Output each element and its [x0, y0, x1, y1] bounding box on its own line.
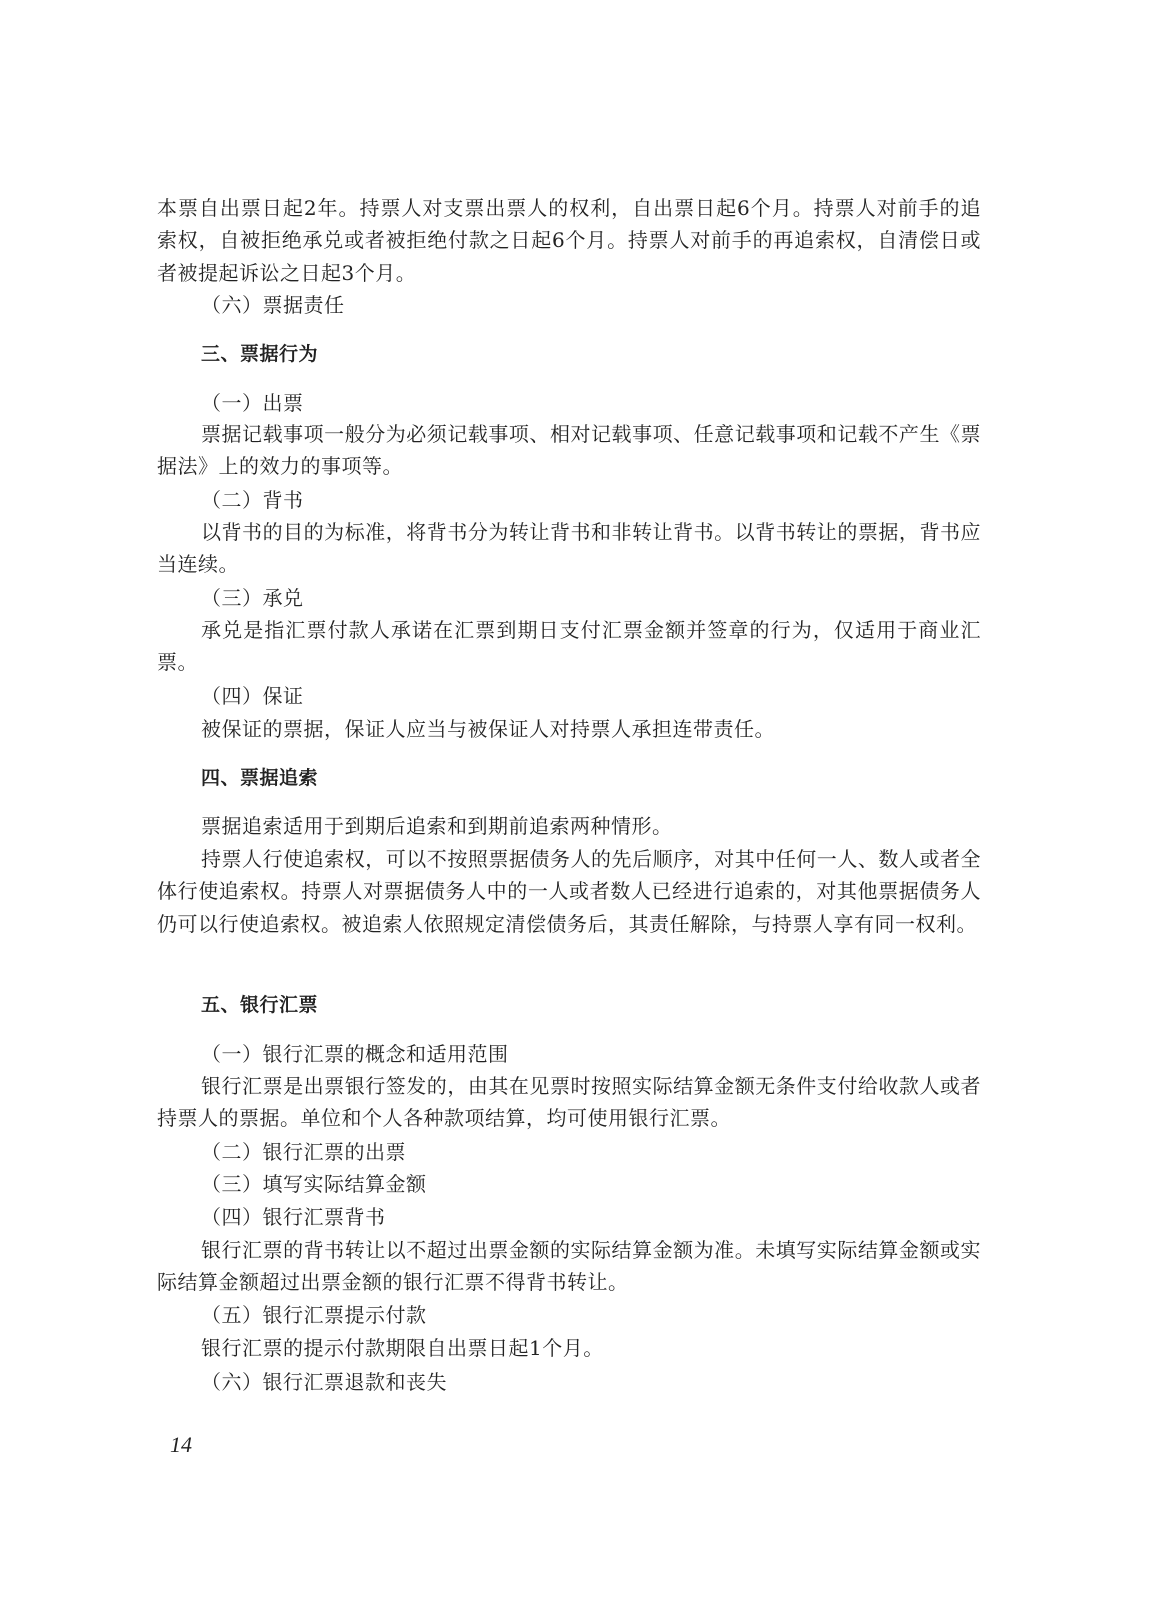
- subheading: （一）银行汇票的概念和适用范围: [201, 1042, 509, 1066]
- section-heading: 四、票据追索: [201, 767, 319, 789]
- section-heading: 三、票据行为: [201, 343, 319, 365]
- subheading: （四）保证: [201, 684, 304, 708]
- section-heading: 五、银行汇票: [201, 994, 319, 1016]
- subheading: （三）承兑: [201, 586, 304, 610]
- paragraph: 承兑是指汇票付款人承诺在汇票到期日支付汇票金额并签章的行为，仅适用于商业汇票。: [157, 618, 981, 675]
- subheading: （四）银行汇票背书: [201, 1205, 386, 1229]
- subheading: （一）出票: [201, 391, 304, 415]
- subheading: （五）银行汇票提示付款: [201, 1303, 427, 1327]
- paragraph: 票据记载事项一般分为必须记载事项、相对记载事项、任意记载事项和记载不产生《票据法》上的效力的事项等。: [157, 422, 981, 479]
- subheading: （三）填写实际结算金额: [201, 1172, 427, 1196]
- paragraph: 银行汇票是出票银行签发的，由其在见票时按照实际结算金额无条件支付给收款人或者持票人的票据。单位和个人各种款项结算，均可使用银行汇票。: [157, 1074, 981, 1131]
- subheading: （二）银行汇票的出票: [201, 1140, 406, 1164]
- paragraph: 银行汇票的提示付款期限自出票日起1个月。: [201, 1336, 604, 1360]
- subheading: （二）背书: [201, 488, 304, 512]
- paragraph: 被保证的票据，保证人应当与被保证人对持票人承担连带责任。: [201, 717, 775, 741]
- subheading: （六）票据责任: [201, 293, 345, 317]
- paragraph: 以背书的目的为标准，将背书分为转让背书和非转让背书。以背书转让的票据，背书应当连续。: [157, 520, 981, 577]
- paragraph: 本票自出票日起2年。持票人对支票出票人的权利，自出票日起6个月。持票人对前手的追索权，自被拒绝承兑或者被拒绝付款之日起6个月。持票人对前手的再追索权，自清偿日或者被提起诉讼之日起3个月。: [157, 196, 981, 285]
- subheading: （六）银行汇票退款和丧失: [201, 1370, 447, 1394]
- paragraph: 持票人行使追索权，可以不按照票据债务人的先后顺序，对其中任何一人、数人或者全体行使追索权。持票人对票据债务人中的一人或者数人已经进行追索的，对其他票据债务人仍可以行使追索权。被追索人依照规定清偿债务后，其责任解除，与持票人享有同一权利。: [157, 847, 981, 936]
- paragraph: 票据追索适用于到期后追索和到期前追索两种情形。: [201, 814, 673, 838]
- paragraph: 银行汇票的背书转让以不超过出票金额的实际结算金额为准。未填写实际结算金额或实际结算金额超过出票金额的银行汇票不得背书转让。: [157, 1238, 981, 1295]
- page-number: 14: [170, 1432, 192, 1457]
